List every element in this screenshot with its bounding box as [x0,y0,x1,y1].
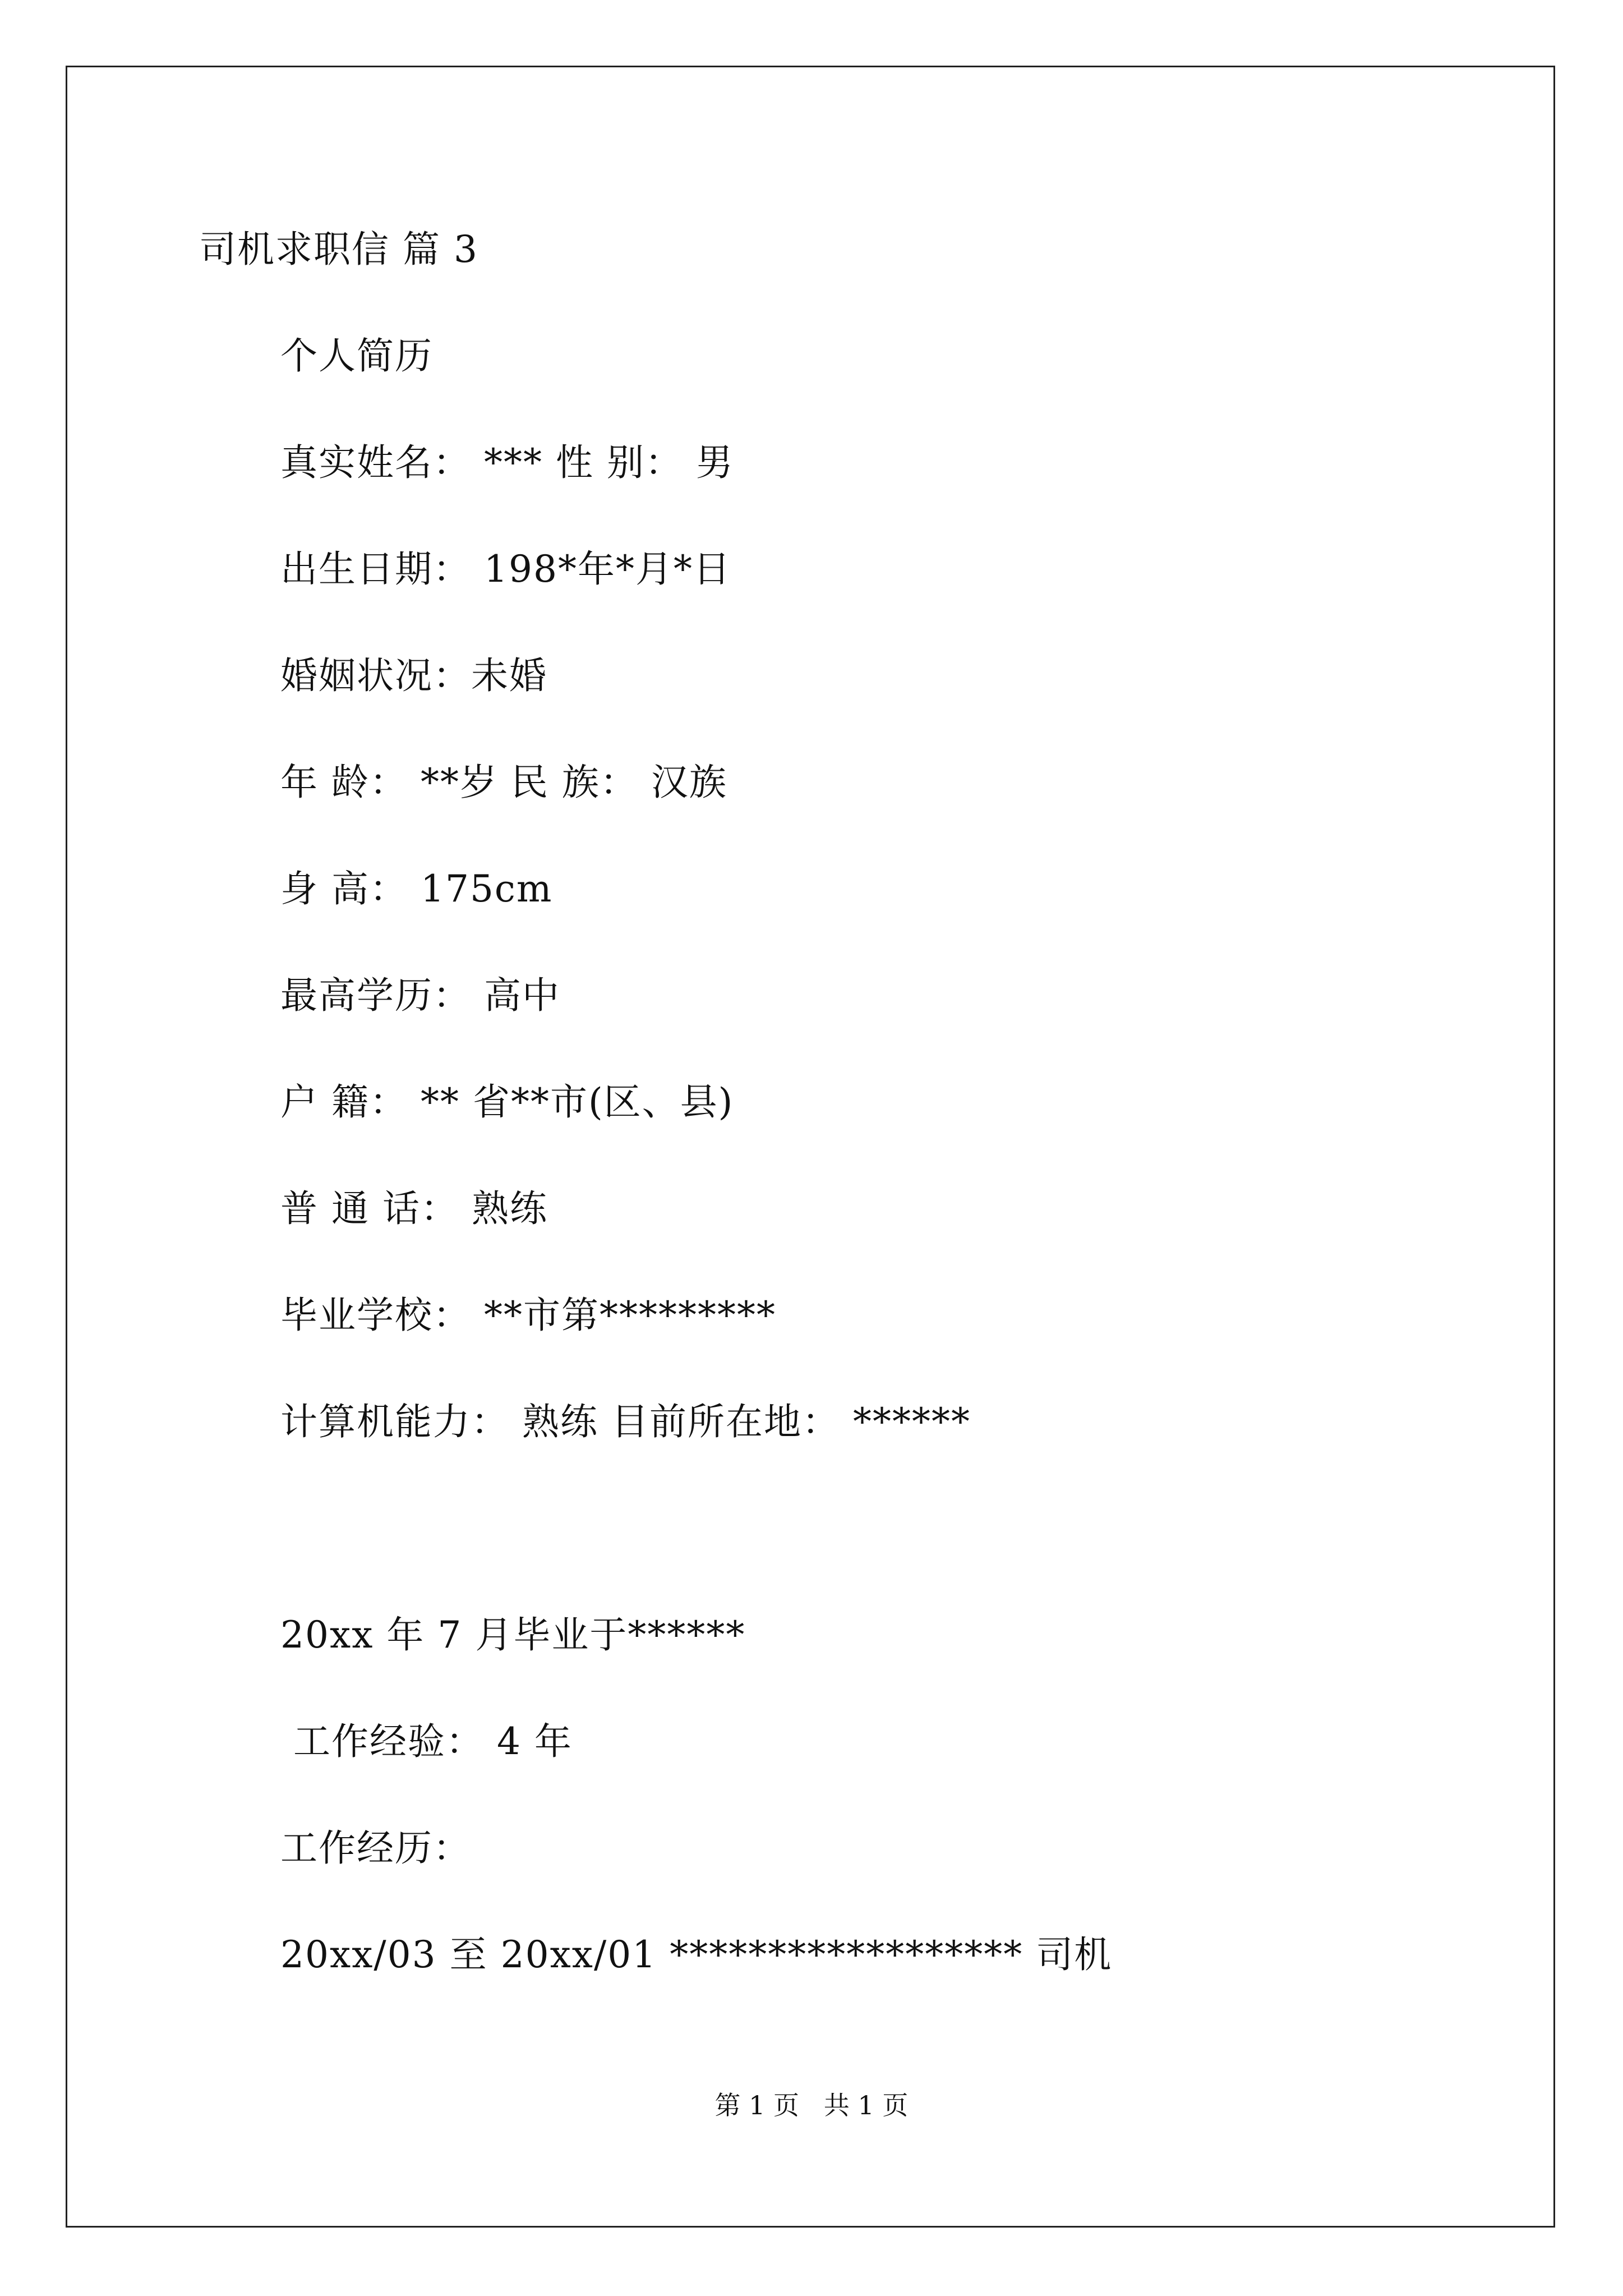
work-history-heading: 工作经历： [280,1826,471,1870]
hometown-line: 户 籍： ** 省**市(区、县) [280,1080,734,1124]
work-experience-years: 工作经验： 4 年 [280,1720,573,1763]
graduation-line: 20xx 年 7 月毕业于****** [280,1613,746,1657]
computer-location-line: 计算机能力： 熟练 目前所在地： ****** [280,1400,971,1443]
mandarin-line: 普 通 话： 熟练 [280,1187,548,1230]
education-line: 最高学历： 高中 [280,974,560,1017]
age-ethnicity-line: 年 龄： **岁 民 族： 汉族 [280,761,727,804]
resume-title: 个人简历 [280,334,433,378]
marital-status-line: 婚姻状况：未婚 [280,654,547,697]
name-gender-line: 真实姓名： *** 性 别： 男 [280,441,734,484]
page-border [66,66,1555,2228]
height-line: 身 高： 175cm [280,867,553,910]
document-heading: 司机求职信 篇 3 [199,228,478,271]
school-line: 毕业学校： **市第********* [280,1294,776,1337]
page-number-footer: 第 1 页 共 1 页 [714,2090,909,2120]
work-history-entry: 20xx/03 至 20xx/01 ****************** 司机 [280,1933,1113,1976]
birth-date-line: 出生日期： 198*年*月*日 [280,547,731,591]
